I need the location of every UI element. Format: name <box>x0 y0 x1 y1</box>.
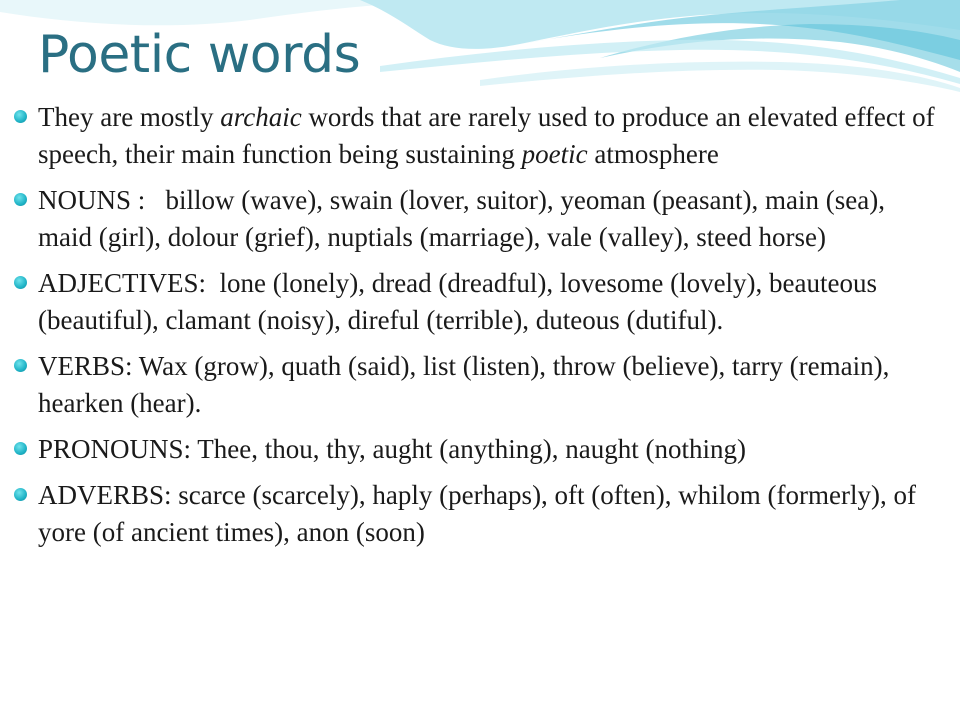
text-run: atmosphere <box>587 139 719 169</box>
bullet-text <box>38 351 889 418</box>
bullet-item <box>14 265 944 339</box>
text-run: PRONOUNS: Thee, thou, thy, aught (anything), naught (nothing) <box>38 434 746 464</box>
bullet-text <box>38 185 885 252</box>
bullet-dot-icon <box>14 110 27 123</box>
bullet-dot-icon <box>14 276 27 289</box>
bullet-text <box>38 480 916 547</box>
bullet-item <box>14 348 944 422</box>
bullet-dot-icon <box>14 359 27 372</box>
bullet-item <box>14 477 944 551</box>
italic-term: poetic <box>521 139 588 169</box>
text-run: NOUNS : billow (wave), swain (lover, suitor), yeoman (peasant), main (sea), maid (girl), dolour (grief), nuptials (marriage), vale (valley), steed horse) <box>38 185 885 252</box>
text-run: They are mostly <box>38 102 221 132</box>
text-run: words that are rarely used to produce an elevated effect of speech, their main function being sustaining <box>38 102 935 169</box>
text-run: ADVERBS: scarce (scarcely), haply (perhaps), oft (often), whilom (formerly), of yore (of ancient times), anon (soon) <box>38 480 916 547</box>
bullet-dot-icon <box>14 442 27 455</box>
italic-term: archaic <box>220 102 302 132</box>
bullet-dot-icon <box>14 193 27 206</box>
text-run: ADJECTIVES: lone (lonely), dread (dreadful), lovesome (lovely), beauteous (beautiful), clamant (noisy), direful (terrible), duteous (dutiful). <box>38 268 878 335</box>
bullet-item <box>14 431 944 468</box>
bullet-list <box>14 99 944 560</box>
bullet-text <box>38 434 746 464</box>
text-run: VERBS: Wax (grow), quath (said), list (listen), throw (believe), tarry (remain), hearken (hear). <box>38 351 890 418</box>
bullet-text <box>38 268 877 335</box>
bullet-text <box>38 102 935 169</box>
bullet-item <box>14 99 944 173</box>
bullet-item <box>14 182 944 256</box>
slide-title: Poetic words <box>38 25 361 85</box>
bullet-dot-icon <box>14 488 27 501</box>
